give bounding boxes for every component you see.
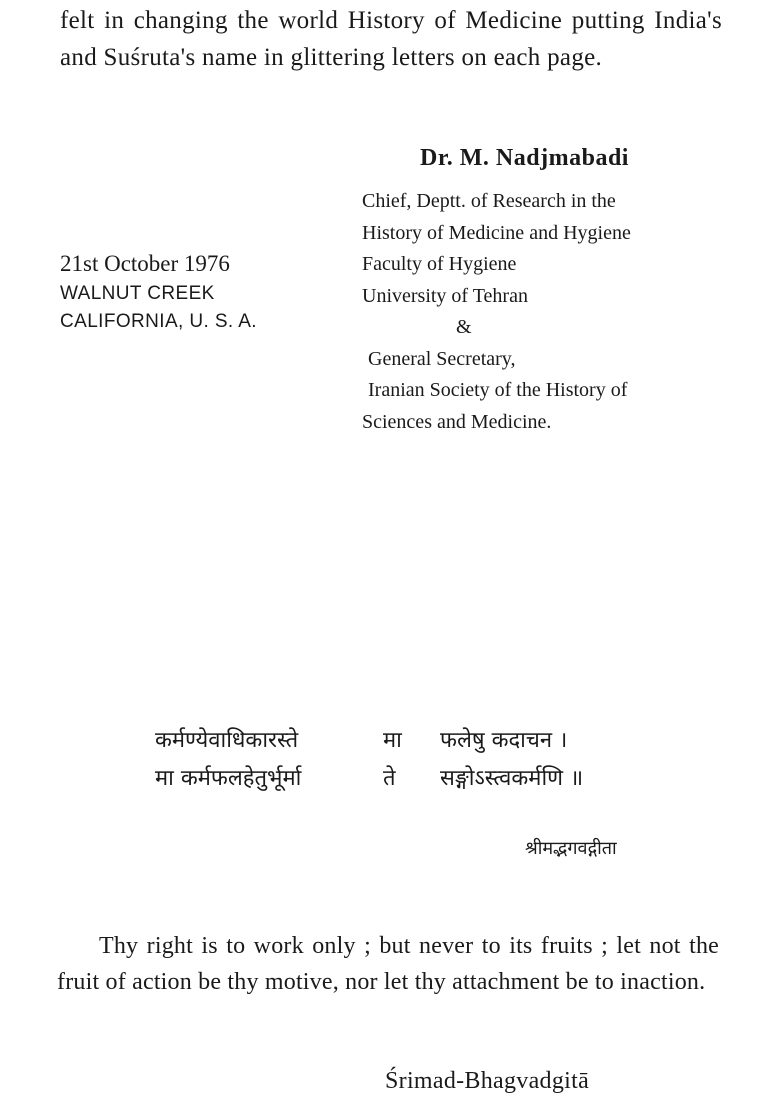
affiliation-ampersand: & xyxy=(456,316,472,338)
verse-line-1 xyxy=(155,722,635,760)
date-place-block xyxy=(60,248,360,336)
place-state-country: CALIFORNIA, U. S. A. xyxy=(60,311,257,332)
intro-paragraph: felt in changing the world History of Medicine putting India's and Suśruta's name in glittering letters on each page. xyxy=(60,7,722,71)
verse-line-2 xyxy=(155,760,635,798)
signatory-affiliation xyxy=(362,186,742,438)
signatory-name: Dr. M. Nadjmabadi xyxy=(420,145,629,171)
affiliation-line: Sciences and Medicine. xyxy=(362,410,552,433)
verse-word: मा xyxy=(383,728,402,753)
verse-word: मा कर्मफलहेतुर्भूर्मा xyxy=(155,766,302,791)
affiliation-line: History of Medicine and Hygiene xyxy=(362,221,631,244)
letter-date: 21st October 1976 xyxy=(60,251,230,276)
verse-word: सङ्गोऽस्त्वकर्मणि ॥ xyxy=(440,766,584,791)
sanskrit-verse xyxy=(155,722,635,798)
translation-source: Śrimad-Bhagvadgitā xyxy=(385,1068,590,1094)
place-city: WALNUT CREEK xyxy=(60,283,215,304)
verse-word: फलेषु कदाचन । xyxy=(440,728,568,753)
verse-word: कर्मण्येवाधिकारस्ते xyxy=(155,728,299,753)
affiliation-line: General Secretary, xyxy=(368,347,516,370)
verse-word: ते xyxy=(383,766,396,791)
affiliation-line: Chief, Deptt. of Research in the xyxy=(362,190,616,212)
affiliation-line: Faculty of Hygiene xyxy=(362,253,517,275)
verse-translation: Thy right is to work only ; but never to its fruits ; let not the fruit of action be thy motive, nor let thy attachment be to inaction. xyxy=(57,933,719,995)
affiliation-line: University of Tehran xyxy=(362,284,528,307)
verse-source: श्रीमद्भगवद्गीता xyxy=(525,838,617,859)
affiliation-line: Iranian Society of the History of xyxy=(368,379,628,401)
